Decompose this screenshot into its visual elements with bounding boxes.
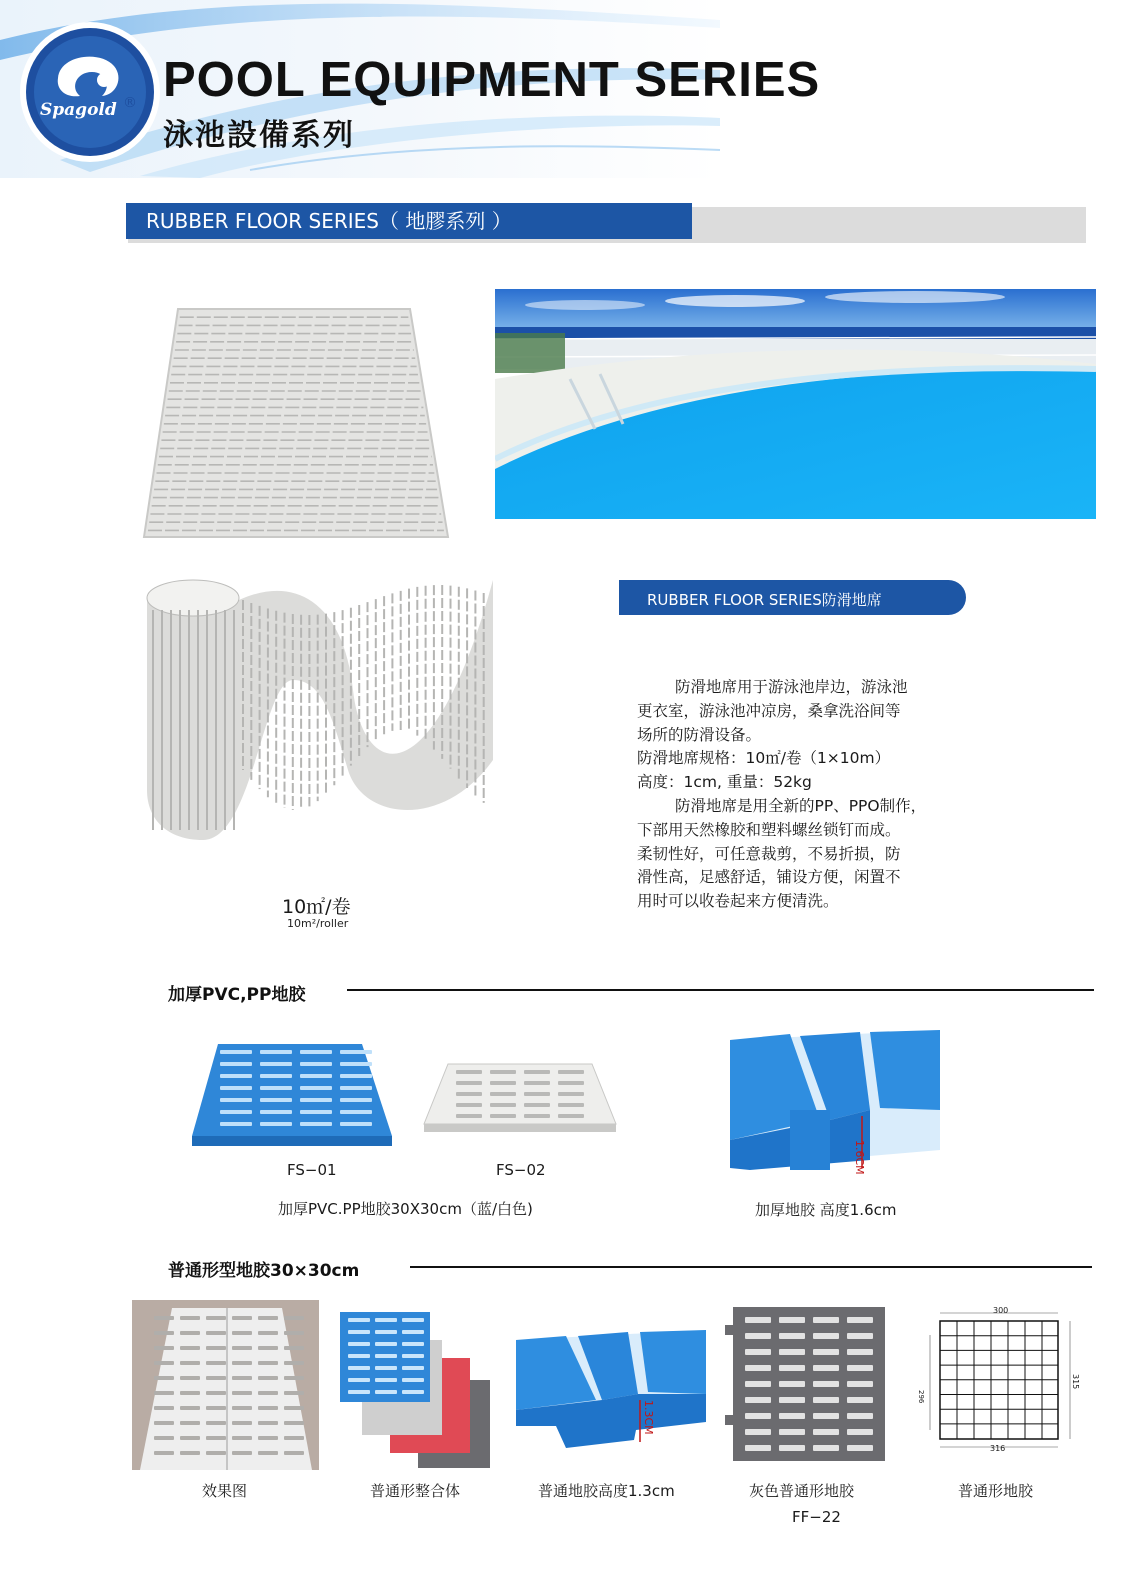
thick-height-mark: 1.6CM	[853, 1140, 866, 1175]
description-line: 防滑地席用于游泳池岸边，游泳池	[675, 678, 908, 696]
spagold-logo	[20, 22, 160, 162]
description-line: 下部用天然橡胶和塑料螺丝锁钉而成。	[637, 820, 901, 839]
thick-section-rule	[347, 989, 1094, 991]
logo-wordmark: Spagold	[40, 100, 117, 120]
drawing-label: 普通形地胶	[958, 1482, 1034, 1500]
thick-tile-caption: 加厚PVC.PP地胶30X30cm（蓝/白色)	[278, 1200, 533, 1218]
grey-tile-code: FF−22	[792, 1508, 841, 1526]
description-line: 滑性高，足感舒适，铺设方便，闲置不	[637, 868, 901, 887]
normal-height-mark: 1.3CM	[642, 1400, 655, 1435]
section-bar-label: RUBBER FLOOR SERIES（ 地膠系列 ）	[146, 209, 512, 233]
normal-height-label: 普通地胶高度1.3cm	[538, 1482, 675, 1500]
normal-section-rule	[410, 1266, 1092, 1268]
thick-tile-closeup-image	[730, 1030, 940, 1170]
dim-bottom: 316	[990, 1444, 1006, 1453]
product-description	[637, 676, 982, 914]
thick-height-caption: 加厚地胶 高度1.6cm	[755, 1201, 897, 1219]
description-line: 防滑地席是用全新的PP、PPO制作，	[675, 796, 927, 815]
flat-mat-image	[142, 305, 452, 545]
dim-right: 315	[1071, 1374, 1080, 1390]
description-line: 高度：1cm, 重量：52kg	[637, 773, 812, 792]
description-line: 柔韧性好，可任意裁剪，不易折损，防	[637, 844, 901, 863]
effect-label: 效果图	[202, 1482, 248, 1500]
description-line: 防滑地席规格：10㎡/卷（1×10m）	[637, 749, 891, 768]
grey-tile-label: 灰色普通形地胶	[749, 1482, 855, 1500]
fs01-label: FS−01	[287, 1161, 337, 1179]
thick-section-heading: 加厚PVC,PP地胶	[168, 985, 306, 1005]
dim-left: 296	[917, 1390, 925, 1404]
pool-photo	[495, 289, 1096, 519]
description-line: 更衣室，游泳池冲凉房，桑拿洗浴间等	[637, 701, 901, 720]
grey-tile-image	[725, 1305, 887, 1463]
page-title: POOL EQUIPMENT SERIES	[163, 53, 821, 107]
fs02-label: FS−02	[496, 1161, 546, 1179]
product-pill-label: RUBBER FLOOR SERIES防滑地席	[647, 591, 882, 609]
dim-top: 300	[993, 1306, 1009, 1315]
tile-technical-drawing	[920, 1305, 1080, 1455]
fs02-white-tile-image	[422, 1062, 618, 1136]
normal-section-heading: 普通形型地胶30×30cm	[168, 1261, 360, 1281]
rolled-mat-image	[143, 570, 498, 845]
roll-caption: 10㎡/卷	[282, 896, 351, 918]
roll-caption-english: 10m²/roller	[287, 917, 349, 930]
normal-tile-closeup-image	[516, 1330, 706, 1448]
integrated-tiles-image	[338, 1310, 496, 1470]
registered-mark: ®	[123, 95, 137, 111]
fs01-blue-tile-image	[190, 1040, 395, 1148]
description-line: 场所的防滑设备。	[637, 725, 762, 744]
integrated-label: 普通形整合体	[370, 1482, 461, 1500]
description-line: 用时可以收卷起来方便清洗。	[637, 892, 839, 911]
page-subtitle: 泳池設備系列	[163, 118, 355, 153]
effect-photo	[132, 1300, 319, 1470]
